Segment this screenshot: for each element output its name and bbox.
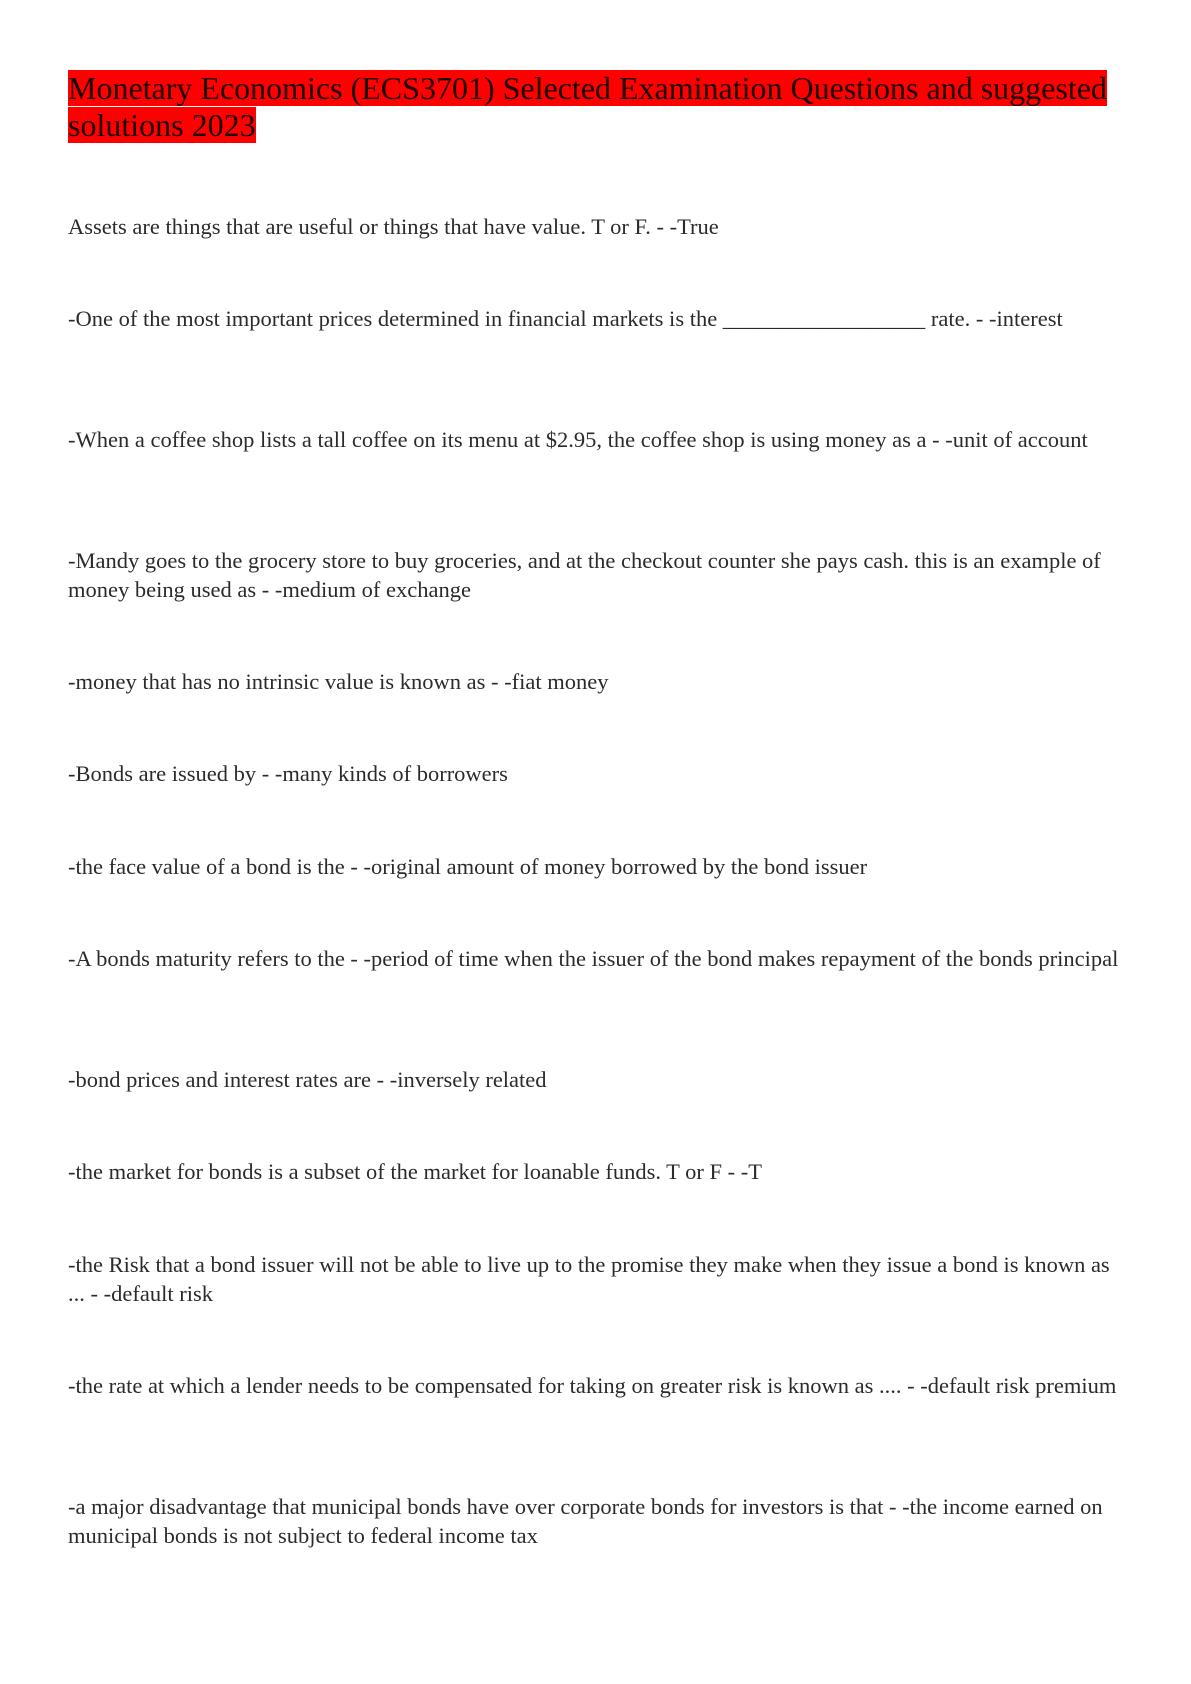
title-highlight: Monetary Economics (ECS3701) Selected Examination Questions and suggested solutions 2023: [68, 70, 1107, 143]
question-answer-item: -the rate at which a lender needs to be compensated for taking on greater risk is known as .... - -default risk premium: [68, 1373, 1117, 1398]
question-answer-item: -the Risk that a bond issuer will not be able to live up to the promise they make when they issue a bond is known as ... - -default risk: [68, 1252, 1110, 1306]
document-title: [68, 70, 1128, 144]
question-answer-item: -money that has no intrinsic value is known as - -fiat money: [68, 669, 609, 694]
question-answer-item: -Mandy goes to the grocery store to buy groceries, and at the checkout counter she pays cash. this is an example of money being used as - -medium of exchange: [68, 548, 1101, 602]
question-answer-item: -Bonds are issued by - -many kinds of borrowers: [68, 761, 508, 786]
question-answer-item: -When a coffee shop lists a tall coffee on its menu at $2.95, the coffee shop is using money as a - -unit of account: [68, 427, 1088, 452]
question-answer-item: Assets are things that are useful or things that have value. T or F. - -True: [68, 214, 719, 239]
question-answer-item: -the face value of a bond is the - -original amount of money borrowed by the bond issuer: [68, 854, 868, 879]
question-answer-item: -bond prices and interest rates are - -inversely related: [68, 1067, 547, 1092]
question-answer-item: -the market for bonds is a subset of the market for loanable funds. T or F - -T: [68, 1159, 762, 1184]
question-answer-item: -One of the most important prices determined in financial markets is the __________________ rate. - -interest: [68, 306, 1063, 331]
question-answer-item: -A bonds maturity refers to the - -period of time when the issuer of the bond makes repayment of the bonds principal: [68, 946, 1119, 971]
question-answer-item: -a major disadvantage that municipal bonds have over corporate bonds for investors is that - -the income earned on municipal bonds is not subject to federal income tax: [68, 1494, 1103, 1548]
